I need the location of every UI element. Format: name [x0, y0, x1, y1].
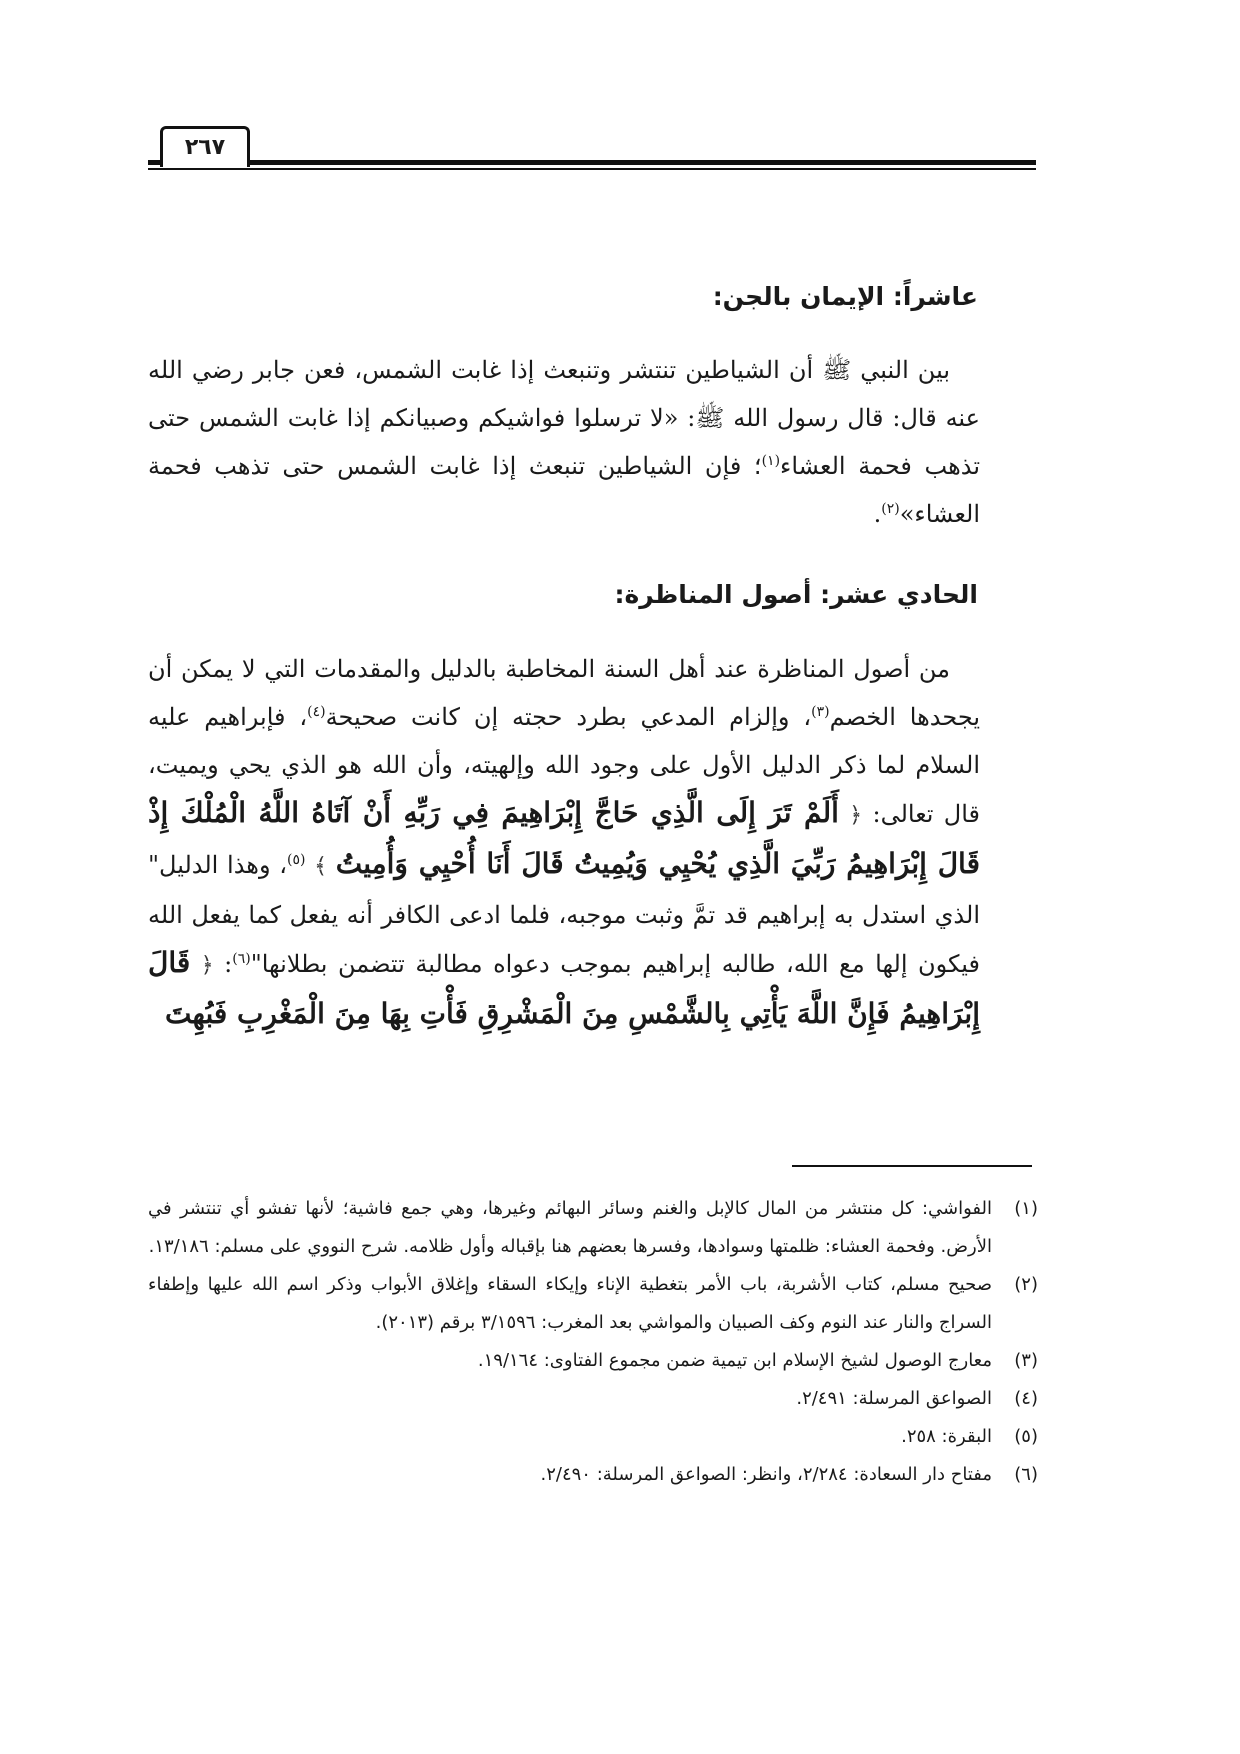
footnote-ref[interactable]: (٤) [307, 704, 326, 720]
footnote-separator [792, 1165, 1032, 1167]
footnote-text: صحيح مسلم، كتاب الأشربة، باب الأمر بتغطية الإناء وإيكاء السقاء وإغلاق الأبواب وذكر اسم الله عليها وإطفاء السراج والنار عند النوم وكف الصبيان والمواشي بعد المغرب: ٣/١٥٩٦ برقم (٢٠١٣). [148, 1274, 992, 1333]
footnote-item [148, 1380, 1038, 1418]
footnote-item [148, 1342, 1038, 1380]
quran-bracket-open-icon: ﴿ [200, 953, 214, 978]
quran-bracket-close-icon: ﴾ [314, 854, 328, 879]
header-rule [148, 160, 1036, 165]
section-heading-jinn: عاشراً: الإيمان بالجن: [712, 282, 978, 311]
footnote-number: (٢) [1014, 1274, 1038, 1295]
footnote-item [148, 1456, 1038, 1494]
footnote-ref[interactable]: (٣) [811, 704, 830, 720]
paragraph-jinn [148, 346, 980, 538]
footnote-ref[interactable]: (١) [761, 453, 781, 469]
footnote-number: (٣) [1014, 1350, 1038, 1371]
footnote-number: (١) [1014, 1198, 1038, 1219]
footnote-ref[interactable]: (٥) [286, 852, 306, 868]
text-run: ؛ فإن الشياطين تنبعث إذا غابت الشمس حتى تذهب فحمة العشاء» [148, 452, 980, 528]
quran-verse: قَالَ إِبْرَاهِيمُ فَإِنَّ اللَّهَ يَأْتِي بِالشَّمْسِ مِنَ الْمَشْرِقِ فَأْتِ بِهَا مِنَ الْمَغْرِبِ فَبُهِتَ [148, 946, 980, 1030]
footnote-item [148, 1190, 1038, 1266]
header-rule-thin [148, 168, 1036, 170]
footnote-ref[interactable]: (٦) [232, 951, 251, 967]
text-run: ، فإبراهيم عليه السلام لما ذكر الدليل الأول على وجود الله وإلهيته، وأن الله هو الذي يحي ويميت، قال تعالى: [148, 703, 981, 828]
footnote-number: (٥) [1014, 1426, 1038, 1447]
text-run: من أصول المناظرة عند أهل السنة المخاطبة بالدليل والمقدمات التي لا يمكن أن يجحدها الخصم [148, 655, 980, 731]
footnote-text: معارج الوصول لشيخ الإسلام ابن تيمية ضمن مجموع الفتاوى: ١٩/١٦٤. [477, 1350, 992, 1371]
footnote-text: البقرة: ٢٥٨. [901, 1426, 992, 1447]
text-run: ، وهذا الدليل" الذي استدل به إبراهيم قد تمَّ وثبت موجبه، فلما ادعى الكافر أنه يفعل كما يفعل الله فيكون إلها مع الله، طالبه إبراهيم بموجب دعواه مطالبة تتضمن بطلانها" [148, 851, 980, 978]
footnote-number: (٤) [1014, 1388, 1038, 1409]
text-run: : [213, 950, 233, 978]
footnote-text: مفتاح دار السعادة: ٢/٢٨٤، وانظر: الصواعق المرسلة: ٢/٤٩٠. [540, 1464, 992, 1485]
text-run: . [873, 500, 882, 528]
text-run: بين النبي ﷺ أن الشياطين تنتشر وتنبعث إذا غابت الشمس، فعن جابر رضي الله عنه قال: قال رسول الله ﷺ: «لا ترسلوا فواشيكم وصبيانكم إذا غابت الشمس حتى تذهب فحمة العشاء [148, 356, 980, 480]
paragraph-debate [148, 645, 980, 1039]
footnote-ref[interactable]: (٢) [881, 501, 900, 517]
page-number: ٢٦٧ [160, 126, 250, 167]
footnote-number: (٦) [1014, 1464, 1038, 1485]
footnote-item [148, 1266, 1038, 1342]
footnote-text: الفواشي: كل منتشر من المال كالإبل والغنم وسائر البهائم وغيرها، وهي جمع فاشية؛ لأنها تفشو أي تنتشر في الأرض. وفحمة العشاء: ظلمتها وسوادها، وفسرها بعضهم هنا بإقباله وأول ظلامه. شرح النووي على مسلم: ١٣/١٨٦. [148, 1198, 992, 1257]
quran-verse: أَلَمْ تَرَ إِلَى الَّذِي حَاجَّ إِبْرَاهِيمَ فِي رَبِّهِ أَنْ آتَاهُ اللَّهُ الْمُلْكَ إِذْ قَالَ إِبْرَاهِيمُ رَبِّيَ الَّذِي يُحْيِي وَيُمِيتُ قَالَ أَنَا أُحْيِي وَأُمِيتُ [148, 796, 980, 880]
footnote-text: الصواعق المرسلة: ٢/٤٩١. [796, 1388, 992, 1409]
section-heading-debate: الحادي عشر: أصول المناظرة: [614, 580, 978, 609]
footnote-item [148, 1418, 1038, 1456]
quran-bracket-open-icon: ﴿ [849, 803, 863, 828]
text-run: ، وإلزام المدعي بطرد حجته إن كانت صحيحة [325, 703, 812, 731]
footnotes [148, 1190, 1038, 1494]
